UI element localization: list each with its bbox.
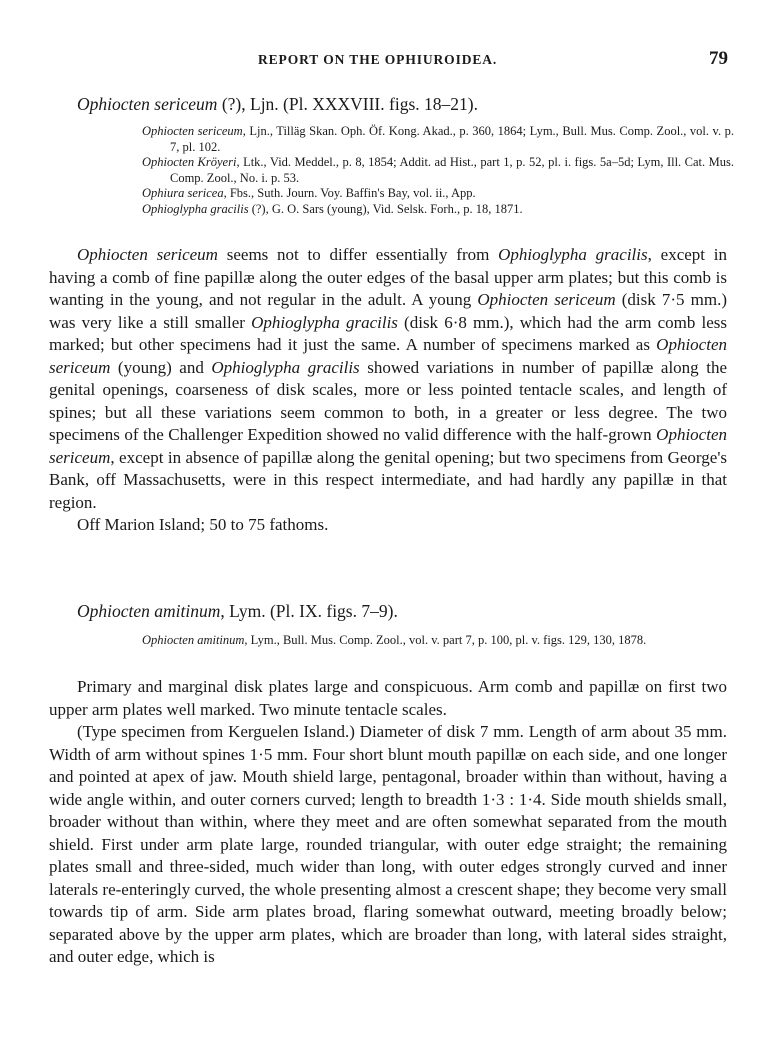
italic-name: Ophiocten sericeum — [77, 245, 218, 264]
synonym-citation: , Fbs., Suth. Journ. Voy. Baffin's Bay, vol. ii., App. — [223, 186, 476, 200]
synonym-citation: , Lym., Bull. Mus. Comp. Zool., vol. v. part 7, p. 100, pl. v. figs. 129, 130, 1878. — [244, 633, 647, 647]
synonym-name: Ophiocten amitinum — [142, 633, 245, 647]
synonym-citation: , Ljn., Tilläg Skan. Oph. Öf. Kong. Akad., p. 360, 1864; Lym., Bull. Mus. Comp. Zool., vol. v. p. 7, pl. 102. — [170, 124, 734, 154]
species1-description — [49, 244, 727, 537]
synonym-citation: (?), G. O. Sars (young), Vid. Selsk. Forh., p. 18, 1871. — [248, 201, 523, 216]
synonymy-list — [142, 633, 734, 649]
text-run: showed variations in number of papillæ along the genital openings, coarseness of disk scales, more or less pointed tentacle scales, and length of spines; but all these variations seem common to both, in a greater or less degree. The two specimens of the Challenger Expedition showed no valid difference with the half-grown — [49, 357, 727, 444]
species-heading-ophiocten-sericeum — [77, 94, 478, 115]
italic-name: Ophioglypha gracilis — [251, 312, 398, 332]
italic-name: Ophioglypha gracilis — [498, 245, 648, 264]
text-run: seems not to differ essentially from — [217, 245, 499, 264]
italic-name: Ophiocten sericeum — [477, 290, 616, 309]
species-authority: (?), Ljn. (Pl. XXXVIII. figs. 18–21). — [217, 94, 478, 114]
synonym-citation: , Ltk., Vid. Meddel., p. 8, 1854; Addit. ad Hist., part 1, p. 52, pl. i. figs. 5a–5d; Lym, Ill. Cat. Mus. Comp. Zool., No. i. p. 53. — [170, 155, 734, 185]
page-number: 79 — [709, 48, 728, 69]
synonym-entry — [142, 633, 734, 649]
species-heading-ophiocten-amitinum — [77, 601, 398, 622]
text-run: (disk 6·8 mm.), which had the arm comb less marked; but other specimens had it just the same. A number of specimens marked as — [49, 312, 727, 354]
body-paragraph: Primary and marginal disk plates large and conspicuous. Arm comb and papillæ on first two upper arm plates well marked. Two minute tentacle scales. — [49, 677, 727, 719]
species-name: Ophiocten sericeum — [77, 94, 218, 114]
text-run: (disk 7·5 mm.) was very like a still smaller — [49, 290, 727, 332]
synonym-name: Ophiocten Kröyeri — [142, 155, 237, 169]
text-run: (young) and — [110, 357, 212, 377]
body-paragraph — [49, 244, 727, 514]
synonym-entry — [142, 155, 734, 186]
body-paragraph: (Type specimen from Kerguelen Island.) Diameter of disk 7 mm. Length of arm about 35 mm. Width of arm without spines 1·5 mm. Four short blunt mouth papillæ on each side, and one longer and pointed at apex of jaw. Mouth shield large, pentagonal, broader within than without, having a wide angle within, and outer corners curved; length to breadth 1·3 : 1·4. Side mouth shields small, broader without than within, where they meet and are often somewhat separated from the mouth shield. First under arm plate large, rounded triangular, with outer edge straight; the remaining plates small and three-sided, much wider than long, with outer edges strongly curved and inner laterals re-enteringly curved, the whole presenting almost a crescent shape; they become very small towards tip of arm. Side arm plates broad, flaring somewhat outward, meeting broadly below; separated above by the upper arm plates, which are broader than long, with lateral sides straight, and outer edge, which is — [49, 722, 727, 966]
synonym-name: Ophioglypha gracilis — [142, 201, 249, 216]
running-title: REPORT ON THE OPHIUROIDEA. — [258, 52, 498, 67]
text-run: , except in absence of papillæ along the genital opening; but two specimens from George's Bank, off Massachusetts, were in this respect intermediate, and had hardly any papillæ in that region. — [49, 447, 727, 512]
species-authority: , Lym. (Pl. IX. figs. 7–9). — [220, 601, 398, 621]
species-name: Ophiocten amitinum — [77, 601, 221, 621]
synonym-name: Ophiura sericea — [142, 186, 224, 200]
italic-name: Ophiocten sericeum — [49, 335, 727, 377]
italic-name: Ophiocten sericeum — [49, 425, 727, 467]
synonymy-list — [142, 124, 734, 217]
synonym-entry — [142, 186, 734, 202]
text-run: , except in having a comb of fine papillæ along the outer edges of the basal upper arm plates; but this comb is wanting in the young, and not regular in the adult. A young — [49, 245, 728, 309]
running-head — [0, 48, 776, 68]
locality-line: Off Marion Island; 50 to 75 fathoms. — [77, 515, 329, 534]
synonym-entry — [142, 202, 734, 218]
italic-name: Ophioglypha gracilis — [211, 357, 360, 377]
species2-description — [49, 676, 727, 969]
synonym-entry — [142, 124, 734, 155]
synonym-name: Ophiocten sericeum — [142, 124, 243, 138]
